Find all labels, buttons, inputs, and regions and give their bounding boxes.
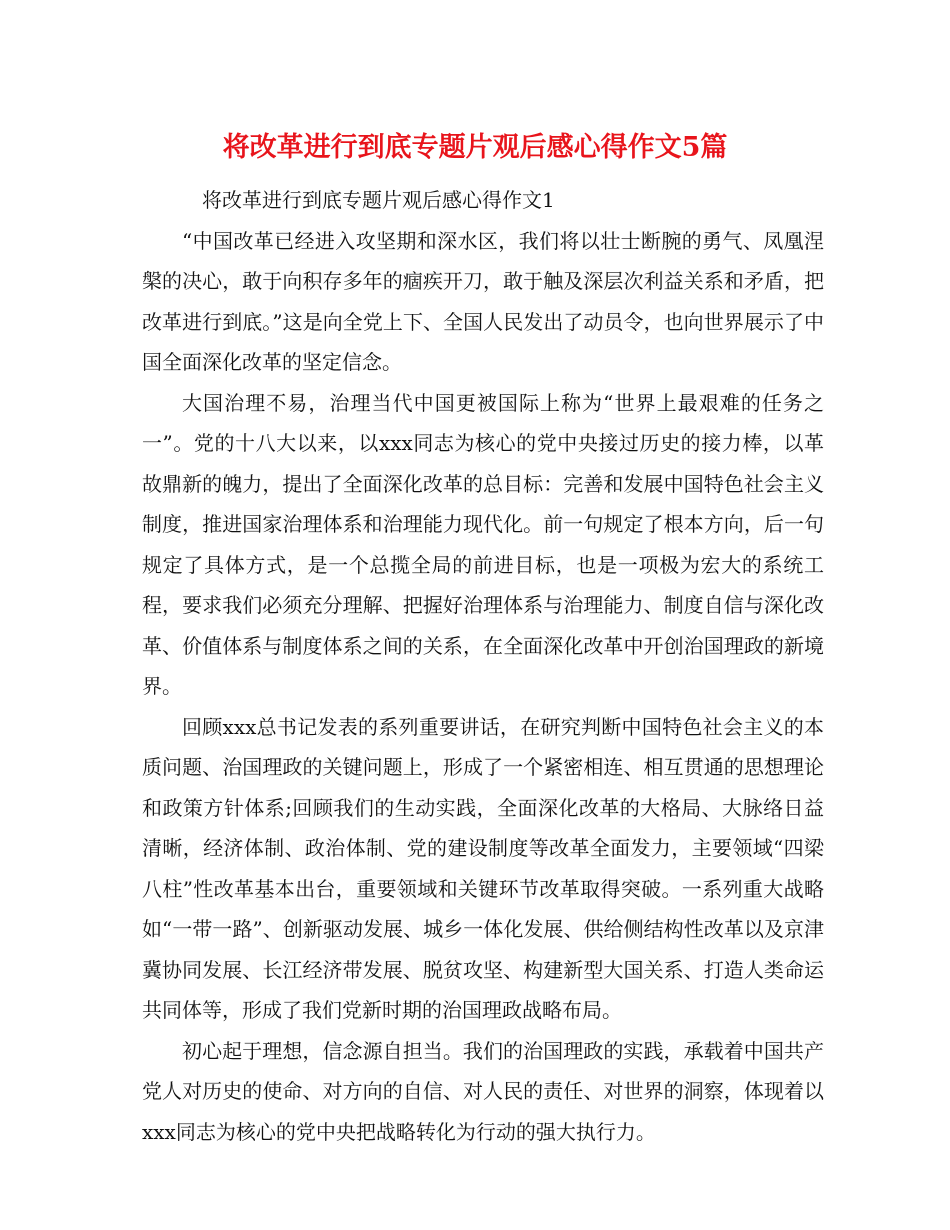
document-title: 将改革进行到底专题片观后感心得作文5篇 [222,132,728,163]
essay-subheading: 将改革进行到底专题片观后感心得作文1 [202,188,555,212]
document-body [142,180,824,1152]
paragraph-4: 初心起于理想，信念源自担当。我们的治国理政的实践，承载着中国共产党人对历史的使命、对方向的自信、对人民的责任、对世界的洞察，体现着以xxx同志为核心的党中央把战略转化为行动的强大执行力。 [142,1038,824,1144]
paragraph-2: 大国治理不易，治理当代中国更被国际上称为“世界上最艰难的任务之一”。党的十八大以来，以xxx同志为核心的党中央接过历史的接力棒，以革故鼎新的魄力，提出了全面深化改革的总目标：完善和发展中国特色社会主义制度，推进国家治理体系和治理能力现代化。前一句规定了根本方向，后一句规定了具体方式，是一个总揽全局的前进目标，也是一项极为宏大的系统工程，要求我们必须充分理解、把握好治理体系与治理能力、制度自信与深化改革、价值体系与制度体系之间的关系，在全面深化改革中开创治国理政的新境界。 [142,390,824,698]
paragraph-1: “中国改革已经进入攻坚期和深水区，我们将以壮士断腕的勇气、凤凰涅槃的决心，敢于向积存多年的痼疾开刀，敢于触及深层次利益关系和矛盾，把改革进行到底。”这是向全党上下、全国人民发出了动员令，也向世界展示了中国全面深化改革的坚定信念。 [142,228,824,374]
paragraph-3: 回顾xxx总书记发表的系列重要讲话，在研究判断中国特色社会主义的本质问题、治国理政的关键问题上，形成了一个紧密相连、相互贯通的思想理论和政策方针体系;回顾我们的生动实践，全面深化改革的大格局、大脉络日益清晰，经济体制、政治体制、党的建设制度等改革全面发力，主要领域“四梁八柱”性改革基本出台，重要领域和关键环节改革取得突破。一系列重大战略如“一带一路”、创新驱动发展、城乡一体化发展、供给侧结构性改革以及京津冀协同发展、长江经济带发展、脱贫攻坚、构建新型大国关系、打造人类命运共同体等，形成了我们党新时期的治国理政战略布局。 [142,714,824,1022]
